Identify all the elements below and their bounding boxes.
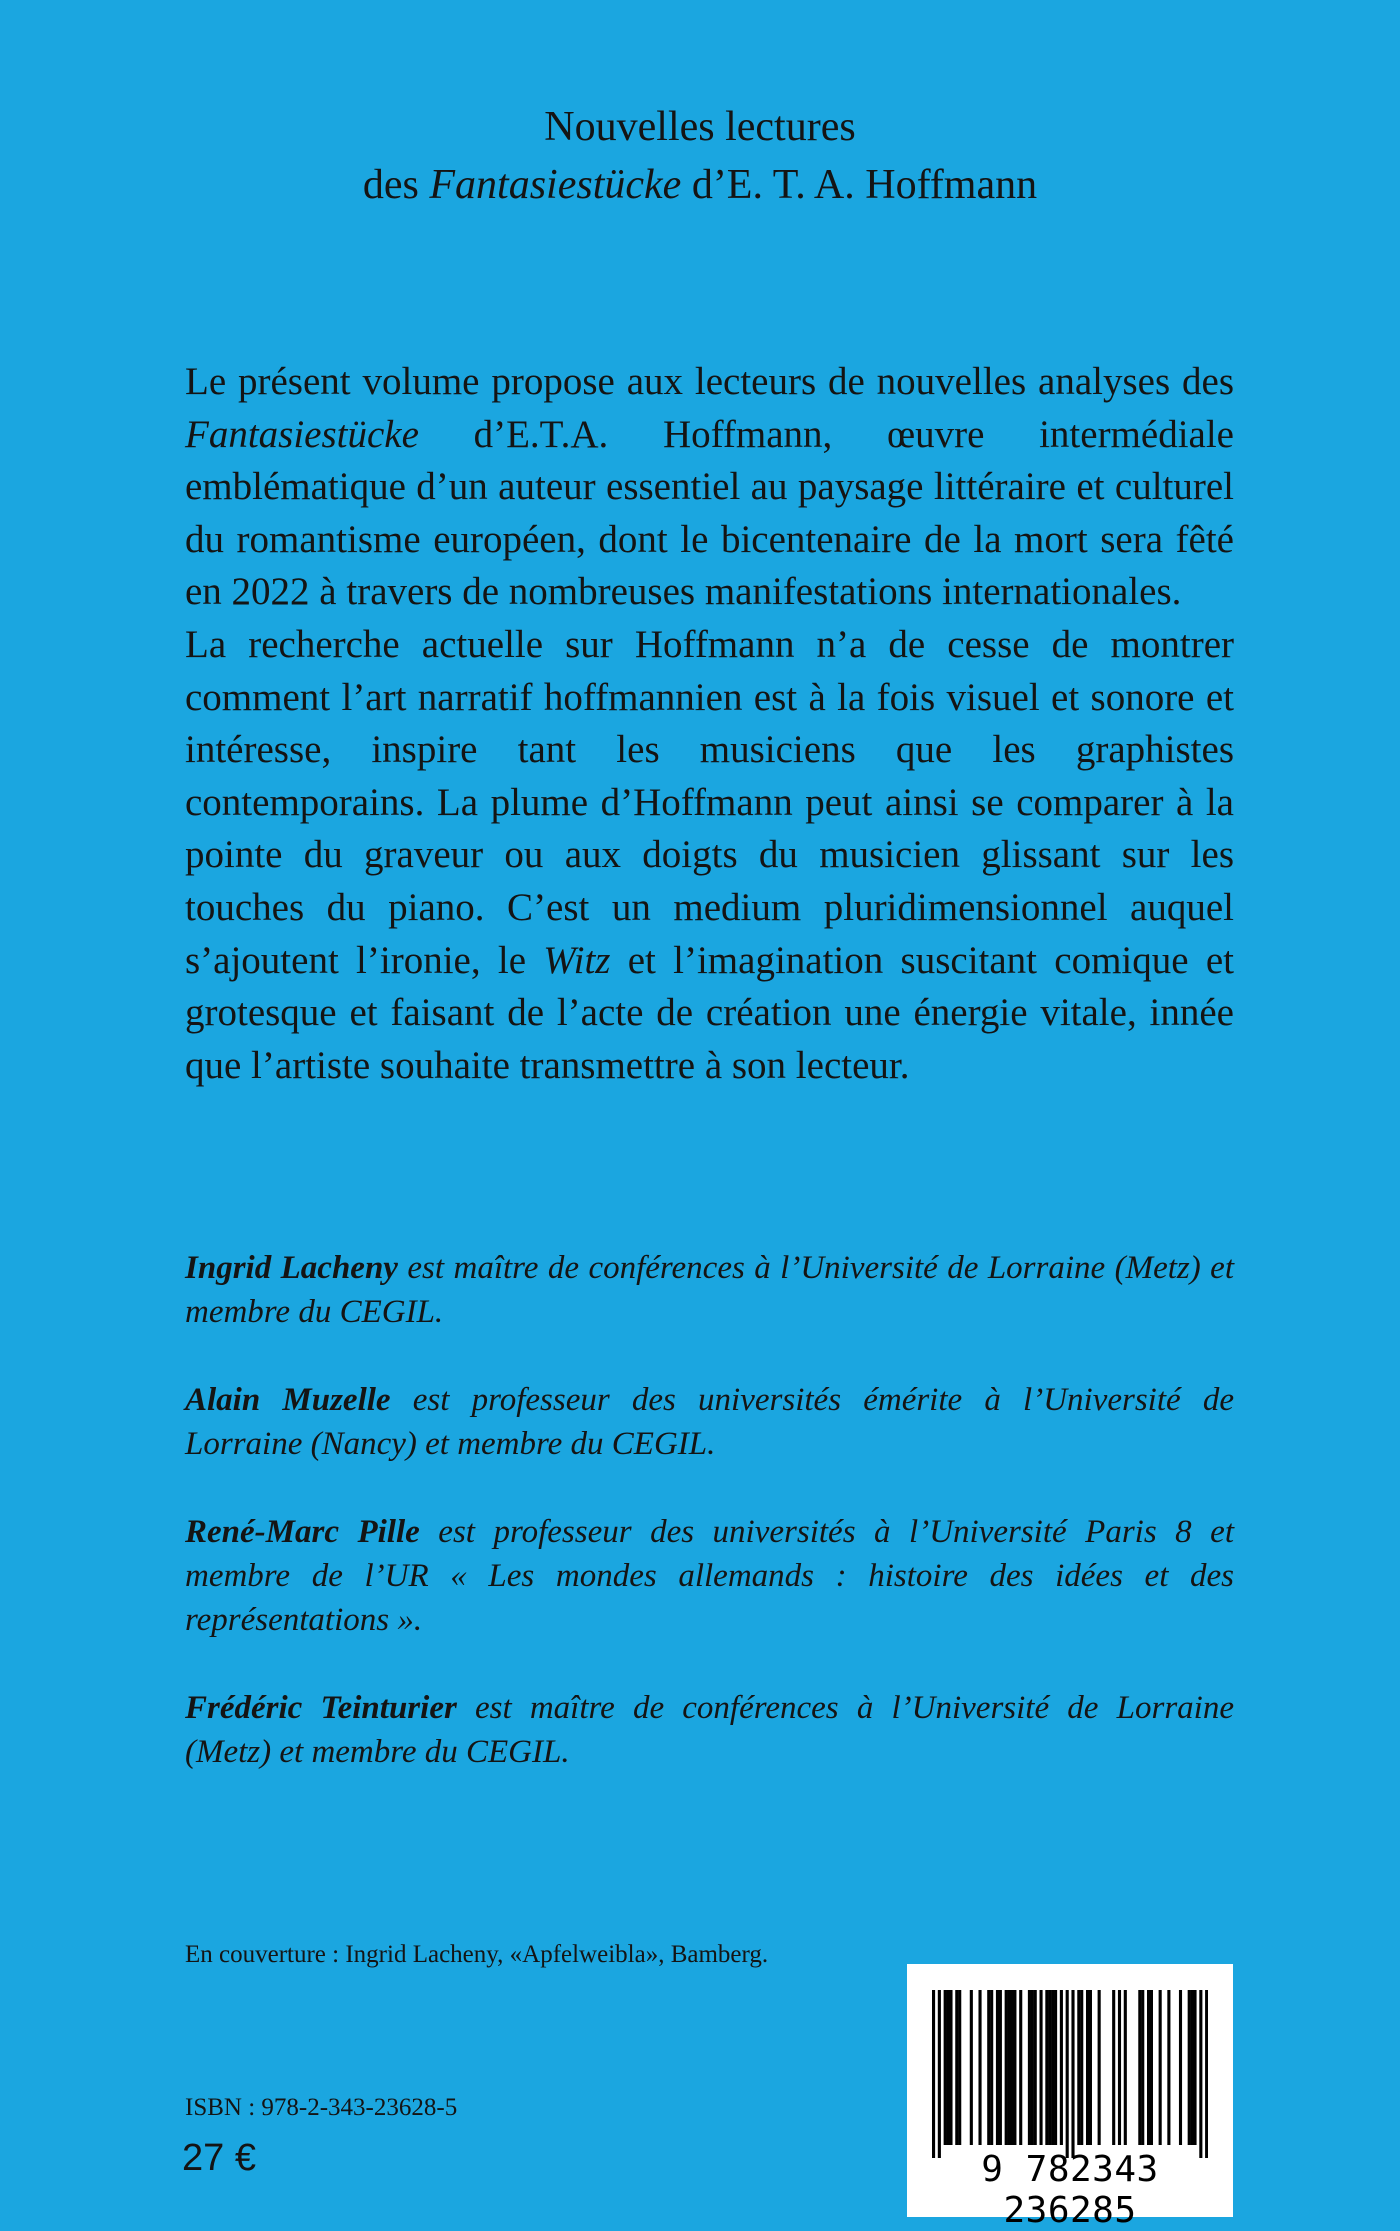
barcode-bar (1098, 1990, 1101, 2145)
barcode-digits: 9 782343 236285 (981, 2149, 1159, 2231)
barcode-bar (990, 1990, 993, 2145)
barcode-bar (955, 1990, 958, 2145)
author-name: Ingrid Lacheny (185, 1250, 398, 1286)
barcode-bar (1054, 1990, 1057, 2145)
author-name: Frédéric Teinturier (185, 1690, 457, 1726)
barcode-bar (1199, 1990, 1202, 2158)
barcode-bar (970, 1990, 973, 2145)
title-line-2: des Fantasiestücke d’E. T. A. Hoffmann (362, 162, 1038, 208)
barcode-bar (932, 1990, 935, 2158)
barcode-bar (949, 1990, 952, 2145)
abstract-paragraph-2: La recherche actuelle sur Hoffmann n’a de cesse de montrer comment l’art narratif hoffmannien est à la fois visuel et sonore et intéresse, inspire tant les musiciens que les graphistes contemporains. La plume d’Hoffmann peut ainsi se comparer à la pointe du graveur ou aux doigts du musicien glissant sur les touches du piano. C’est un medium pluridimensionnel auquel s’ajoutent l’ironie, le Witz et l’imagination suscitant comique et grotesque et faisant de l’acte de création une énergie vitale, innée que l’artiste souhaite transmettre à son lecteur. (185, 622, 1234, 1087)
barcode-bar (1080, 1990, 1083, 2145)
barcode-bar (1008, 1990, 1011, 2145)
barcode-bar (1060, 1990, 1063, 2145)
barcode-bar (1039, 1990, 1042, 2145)
barcode-bars (932, 1990, 1208, 2158)
barcode-bar (1118, 1990, 1121, 2145)
barcode-bar (958, 1990, 961, 2145)
barcode-bar (1141, 1990, 1144, 2145)
barcode-bar (1013, 1990, 1016, 2145)
barcode-bar (1112, 1990, 1115, 2145)
barcode (907, 1964, 1233, 2231)
barcode-bar (947, 1990, 950, 2145)
price: 27 € (182, 2137, 256, 2179)
barcode-bar (1188, 1990, 1191, 2145)
barcode-bar (1031, 1990, 1034, 2145)
barcode-bar (1086, 1990, 1089, 2145)
barcode-bar (1005, 1990, 1008, 2145)
author-bio: Frédéric Teinturier est maître de conférences à l’Université de Lorraine (Metz) et membre du CEGIL. (185, 1690, 1234, 1770)
barcode-bar (1147, 1990, 1150, 2145)
author-bio: Ingrid Lacheny est maître de conférences à l’Université de Lorraine (Metz) et membre du CEGIL. (185, 1250, 1234, 1330)
barcode-bar (1051, 1990, 1054, 2145)
barcode-bar (1193, 1990, 1196, 2145)
author-bio: René-Marc Pille est professeur des universités à l’Université Paris 8 et membre de l’UR « Les mondes allemands : histoire des idées et des représentations ». (185, 1514, 1234, 1638)
abstract (185, 356, 1234, 1092)
barcode-bar (1179, 1990, 1182, 2145)
barcode-bar (1066, 1990, 1069, 2158)
barcode-bar (987, 1990, 990, 2145)
book-title (0, 98, 1400, 214)
barcode-bar (1071, 1990, 1074, 2158)
barcode-bar (1045, 1990, 1048, 2145)
title-work-name: Fantasiestücke (429, 162, 682, 208)
barcode-bar (1150, 1990, 1153, 2145)
barcode-bar (944, 1990, 947, 2145)
barcode-bar (1089, 1990, 1092, 2145)
barcode-bar (999, 1990, 1002, 2145)
barcode-bar (1191, 1990, 1194, 2145)
barcode-bar (1048, 1990, 1051, 2145)
author-name: Alain Muzelle (185, 1382, 391, 1418)
author-name: René-Marc Pille (185, 1514, 420, 1550)
barcode-bar (1124, 1990, 1127, 2145)
barcode-bar (978, 1990, 981, 2145)
barcode-bar (1077, 1990, 1080, 2145)
barcode-bar (996, 1990, 999, 2145)
cover-credit: En couverture : Ingrid Lacheny, «Apfelweibla», Bamberg. (185, 1941, 769, 1968)
author-bios (185, 1246, 1234, 1818)
isbn: ISBN : 978-2-343-23628-5 (185, 2094, 458, 2121)
barcode-bar (938, 1990, 941, 2158)
barcode-bar (1205, 1990, 1208, 2158)
barcode-bar (1167, 1990, 1170, 2145)
barcode-bar (1034, 1990, 1037, 2145)
author-bio: Alain Muzelle est professeur des universités émérite à l’Université de Lorraine (Nancy) et membre du CEGIL. (185, 1382, 1234, 1462)
title-line-1: Nouvelles lectures (544, 104, 856, 150)
barcode-bar (1159, 1990, 1162, 2145)
barcode-bar (1138, 1990, 1141, 2145)
abstract-paragraph-1: Le présent volume propose aux lecteurs de nouvelles analyses des Fantasiestücke d’E.T.A. Hoffmann, œuvre intermédiale emblématique d’un auteur essentiel au paysage littéraire et culturel du romantisme européen, dont le bicentenaire de la mort sera fêté en 2022 à travers de nombreuses manifestations internationales. (185, 360, 1234, 614)
barcode-bar (1019, 1990, 1022, 2145)
barcode-bar (1028, 1990, 1031, 2145)
barcode-bar (1010, 1990, 1013, 2145)
